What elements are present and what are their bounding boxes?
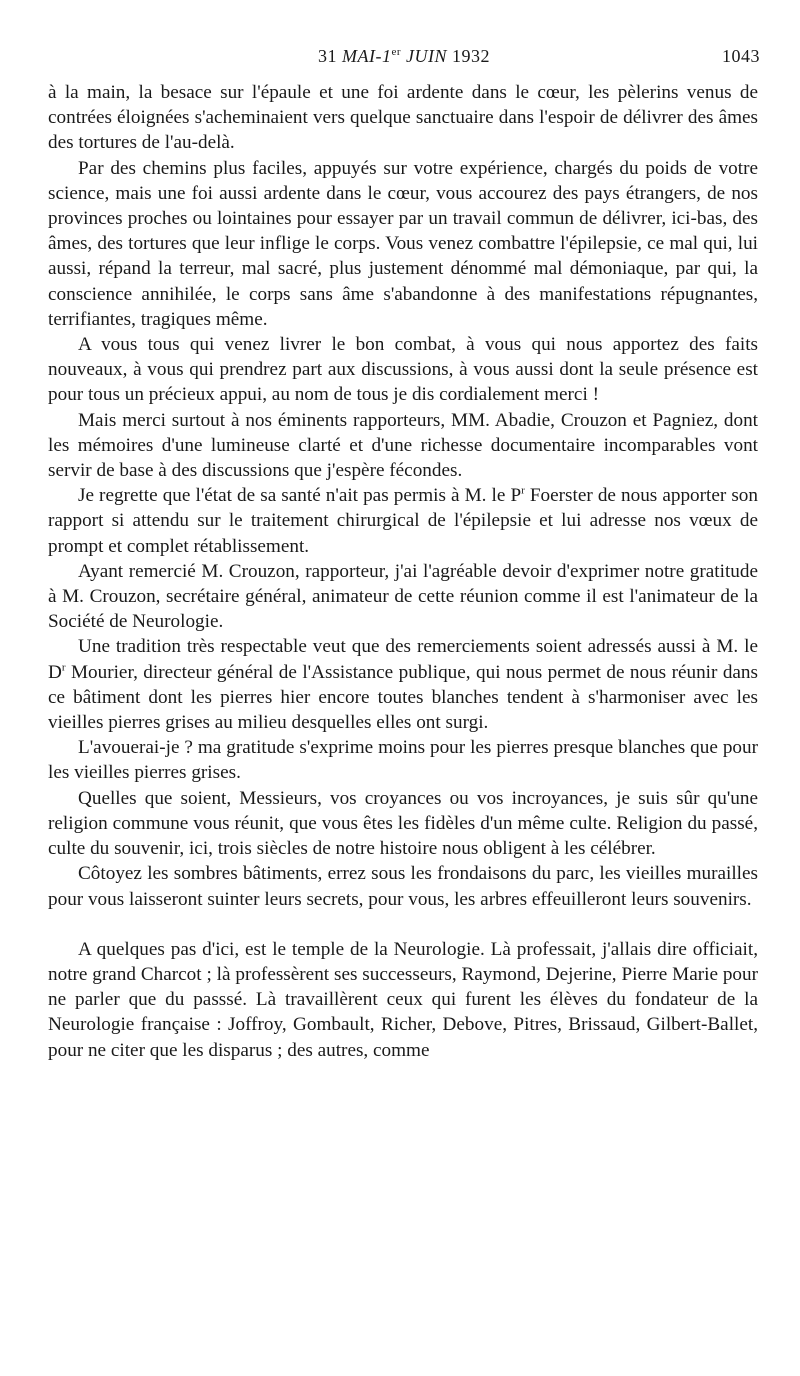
foerster-text-1: Je regrette que l'état de sa santé n'ait pas permis à M. le P [78, 485, 522, 507]
page-number: 1043 [722, 46, 760, 66]
mourier-text-2: Mourier, directeur général de l'Assistance publique, qui nous permet de nous réunir dans ce bâtiment dont les pierres hier encore toutes blanches tendent à s'harmoniser avec les vieilles pierres grises au milieu desquelles elles ont surgi. [48, 661, 758, 734]
paragraph-foerster [48, 483, 758, 559]
paragraph-crouzon: Ayant remercié M. Crouzon, rapporteur, j'ai l'agréable devoir d'exprimer notre gratitude à M. Crouzon, secrétaire général, animateur de cette réunion comme il est l'animateur de la Société de Neurologie. [48, 560, 758, 633]
running-title-month-1: MAI-1 [341, 46, 392, 66]
page-header [48, 46, 760, 72]
paragraph-mourier [48, 634, 758, 735]
paragraph-buildings: Côtoyez les sombres bâtiments, errez sous les frondaisons du parc, les vieilles murailles pour vous laisseront suinter leurs secrets, pour vous, les arbres effeuilleront leurs souvenirs. [48, 863, 758, 910]
paragraph-neurology-temple: A quelques pas d'ici, est le temple de la Neurologie. Là professait, j'allais dire officiait, notre grand Charcot ; là professèrent ses successeurs, Raymond, Dejerine, Pierre Marie pour ne parler que du passsé. Là travaillèrent ceux qui furent les élèves du fondateur de la Neurologie française : Joffroy, Gombault, Richer, Debove, Pitres, Brissaud, Gilbert-Ballet, pour ne citer que les disparus ; des autres, comme [48, 938, 758, 1061]
paragraph-rapporteurs: Mais merci surtout à nos éminents rapporteurs, MM. Abadie, Crouzon et Pagniez, dont les mémoires d'une lumineuse clarté et d'une richesse documentaire incomparables vont servir de base à des discussions que j'espère fécondes. [48, 409, 758, 482]
paragraph-thanks-all: A vous tous qui venez livrer le bon combat, à vous qui nous apportez des faits nouveaux, à vous qui prendrez part aux discussions, à vous aussi dont la seule présence est pour tous un précieux appui, au nom de tous je dis cordialement merci ! [48, 334, 758, 406]
running-title-month-2: JUIN [401, 46, 448, 66]
foerster-superscript: r [521, 484, 525, 497]
running-title-superscript: er [391, 46, 402, 58]
running-title [48, 46, 760, 67]
mourier-text-1: Une tradition très respectable veut que des remerciements soient adressés aussi à M. le D [48, 636, 758, 683]
paragraph-religion: Quelles que soient, Messieurs, vos croyances ou vos incroyances, je suis sûr qu'une religion commune vous réunit, que vous êtes les fidèles d'un même culte. Religion du passé, culte du souvenir, ici, trois siècles de notre histoire nous obligent à les célébrer. [48, 787, 758, 860]
paragraph-pilgrims: à la main, la besace sur l'épaule et une foi ardente dans le cœur, les pèlerins venus de contrées éloignées s'acheminaient vers quelque sanctuaire dans l'espoir de délivrer des âmes des tortures de l'au-delà. [48, 82, 758, 154]
body-text [48, 80, 758, 1063]
mourier-superscript: r [61, 661, 66, 674]
paragraph-science: Par des chemins plus faciles, appuyés sur votre expérience, chargés du poids de votre science, mais une foi aussi ardente dans le cœur, vous accourez des pays étrangers, de nos provinces proches ou lointaines pour essayer par un travail commun de délivrer, ici-bas, des âmes, des tortures que leur inflige le corps. Vous venez combattre l'épilepsie, ce mal qui, lui aussi, répand la terreur, mal sacré, plus justement dénommé mal démoniaque, par qui, la conscience annihilée, le corps sans âme s'abandonne à des manifestations répugnantes, terrifiantes, tragiques même. [48, 157, 758, 330]
paragraph-gratitude: L'avouerai-je ? ma gratitude s'exprime moins pour les pierres presque blanches que pour les vieilles pierres grises. [48, 737, 758, 784]
running-title-date: 31 [317, 46, 342, 66]
foerster-text-2: Foerster de nous apporter son rapport si attendu sur le traitement chirurgical de l'épilepsie et lui adresse nos vœux de prompt et complet rétablissement. [48, 485, 758, 557]
running-title-year: 1932 [447, 46, 491, 66]
